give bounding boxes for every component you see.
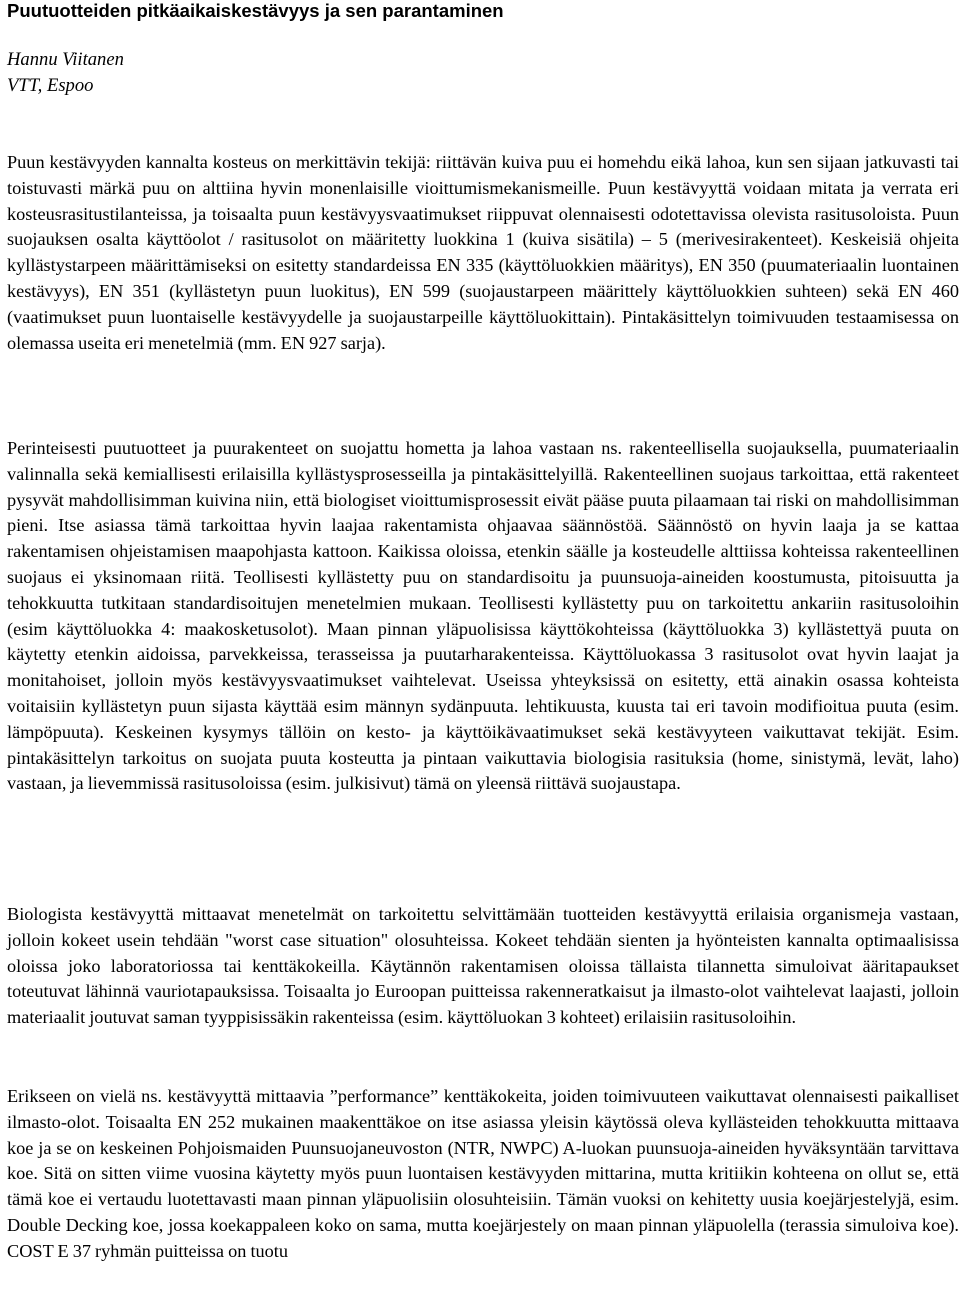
document-title: Puutuotteiden pitkäaikaiskestävyys ja sen parantaminen (7, 0, 504, 21)
body-paragraph: Biologista kestävyyttä mittaavat menetelmät on tarkoitettu selvittämään tuotteiden kestävyyttä erilaisia organismeja vastaan, jolloin kokeet usein tehdään "worst case situation" olosuhteissa. Kokeet tehdään sienten ja hyönteisten kannalta optimaalisissa oloissa joko laboratoriossa tai kenttäkokeilla. Käytännön rakentamisen oloissa tällaista tilannetta simuloivat ääritapaukset toteutuvat lähinnä vauriotapauksissa. Toisaalta jo Euroopan puitteissa rakenneratkaisut ja ilmasto-olot vaihtelevat laajasti, jolloin materiaalit joutuvat saman tyyppisissäkin rakenteissa (esim. käyttöluokan 3 kohteet) erilaisiin rasitusoloihin. (7, 904, 959, 1028)
body-paragraph: Perinteisesti puutuotteet ja puurakenteet on suojattu hometta ja lahoa vastaan ns. rakenteellisella suojauksella, puumateriaalin valinnalla sekä kemiallisesti erilaisilla kyllästysprosesseilla ja pintakäsittelyillä. Rakenteellinen suojaus tarkoittaa, että rakenteet pysyvät mahdollisimman kuivina niin, että biologiset vioittumisprosessit eivät pääse puuta pilaamaan tai riski on mahdollisimman pieni. Itse asiassa tämä tarkoittaa hyvin laajaa rakentamista ohjaavaa säännöstöä. Säännöstö on hyvin laaja ja se kattaa rakentamisen ohjeistamisen maapohjasta kattoon. Kaikissa oloissa, etenkin säälle ja kosteudelle alttiissa kohteissa rakenteellinen suojaus ei yksinomaan riitä. Teollisesti kyllästetty puu on standardisoitu ja puunsuoja-aineiden koostumusta, pitoisuutta ja tehokkuutta tutkitaan standardisoitujen menetelmien mukaan. Teollisesti kyllästetty puu on tarkoitettu ankariin rasitusoloihin (esim käyttöluokka 4: maakosketusolot). Maan pinnan yläpuolisissa käyttökohteissa (käyttöluokka 3) kyllästettyä puuta on käytetty etenkin aidoissa, parvekkeissa, terasseissa ja puutarharakenteissa. Käyttöluokassa 3 rasitusolot ovat hyvin laajat ja monitahoiset, jolloin myös kestävyysvaatimukset vaihtelevat. Useissa yhteyksissä on esitetty, että ainakin osassa kohteista voitaisiin kyllästetyn puun sijasta käyttää esim männyn sydänpuuta. lehtikuusta, kuusta tai eri tavoin modifioitua puuta (esim. lämpöpuuta). Keskeinen kysymys tällöin on kesto- ja käyttöikävaatimukset sekä kestävyyteen vaikuttavat tekijät. Esim. pintakäsittelyn tarkoitus on suojata puuta kosteutta ja pintaan vaikuttavia biologisia rasituksia (home, sinistymä, levät, laho) vastaan, ja lievemmissä rasitusoloissa (esim. julkisivut) tämä on yleensä riittävä suojaustapa. (7, 438, 959, 794)
body-paragraph: Erikseen on vielä ns. kestävyyttä mittaavia ”performance” kenttäkokeita, joiden toimivuuteen vaikuttavat olennaisesti paikalliset ilmasto-olot. Toisaalta EN 252 mukainen maakenttäkoe on itse asiassa yleisin käytössä oleva kyllästeiden tehokkuutta mittaava koe ja se on keskeinen Pohjoismaiden Puunsuojaneuvoston (NTR, NWPC) A-luokan puunsuoja-aineiden hyväksyntään tarvittava koe. Sitä on sitten viime vuosina käytetty myös puun luontaisen kestävyyden mittarina, mutta kritiikin kohteena on ollut se, että tämä koe ei vertaudu luotettavasti maan pinnan yläpuolisiin olosuhteisiin. Tämän vuoksi on kehitetty uusia koejärjestelyjä, esim. Double Decking koe, jossa koekappaleen koko on sama, mutta koejärjestely on maan pinnan yläpuolella (terassia simuloiva koe). COST E 37 ryhmän puitteissa on tuotu (7, 1086, 959, 1261)
author-name: Hannu Viitanen (7, 49, 124, 70)
body-paragraph: Puun kestävyyden kannalta kosteus on merkittävin tekijä: riittävän kuiva puu ei homehdu eikä lahoa, kun sen sijaan jatkuvasti tai toistuvasti märkä puu on alttiina hyvin monenlaisille vioittumismekanismeille. Puun kestävyyttä voidaan mitata ja verrata eri kosteusrasitustilanteissa, ja toisaalta puun kestävyysvaatimukset riippuvat olennaisesti odotettavissa olevista rasitusoloista. Puun suojauksen osalta käyttöolot / rasitusolot on määritetty luokkina 1 (kuiva sisätila) – 5 (merivesirakenteet). Keskeisiä ohjeita kyllästystarpeen määrittämiseksi on esitetty standardeissa EN 335 (käyttöluokkien määritys), EN 350 (puumateriaalin luontainen kestävyys), EN 351 (kyllästetyn puun luokitus), EN 599 (suojaustarpeen määrittely käyttöluokkien suhteen) sekä EN 460 (vaatimukset puun luontaiselle kestävyydelle ja suojaustarpeille käyttöluokittain). Pintakäsittelyn toimivuuden testaamisessa on olemassa useita eri menetelmiä (mm. EN 927 sarja). (7, 152, 959, 353)
author-affiliation: VTT, Espoo (7, 75, 94, 96)
